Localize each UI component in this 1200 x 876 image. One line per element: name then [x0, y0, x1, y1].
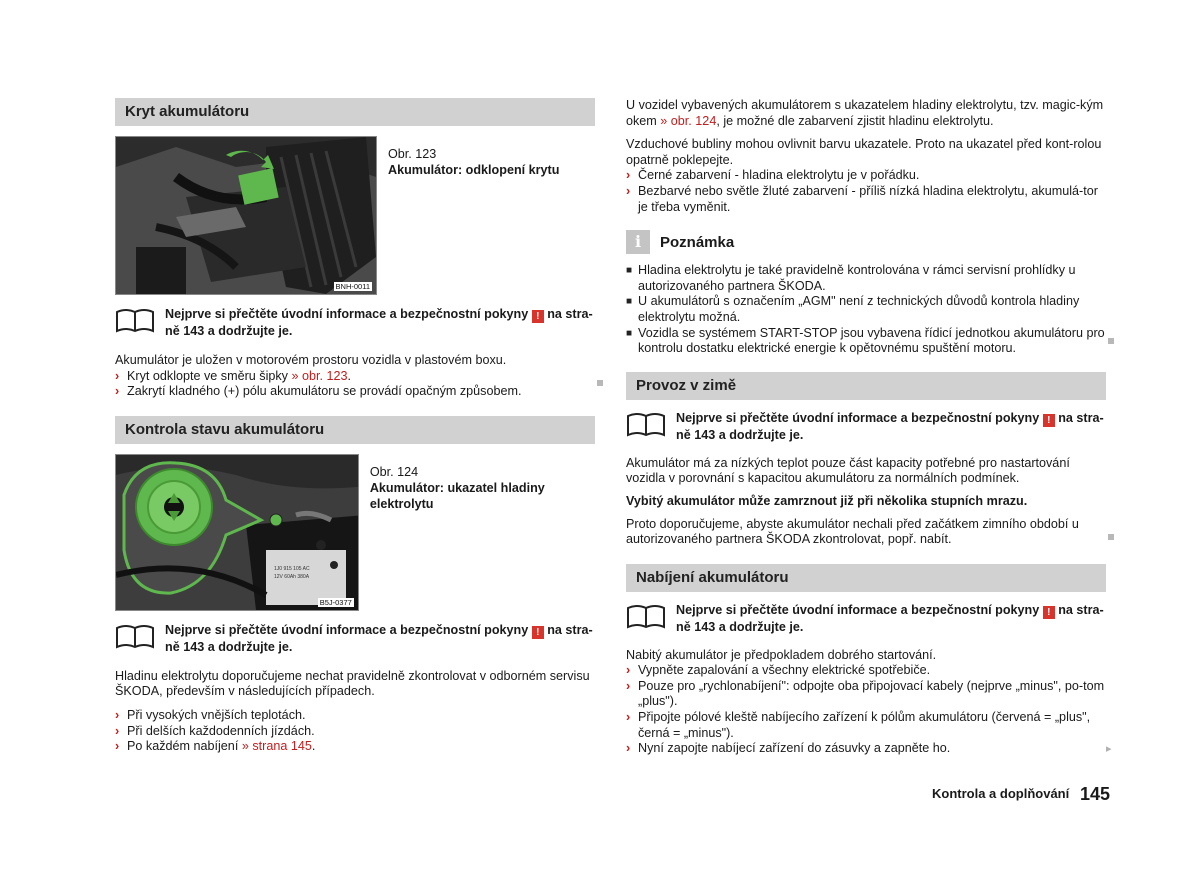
- notice-text-a: Nejprve si přečtěte úvodní informace a bezpečnostní pokyny: [676, 602, 1043, 617]
- figure-code: BNH-0011: [335, 282, 370, 291]
- notice-text-a: Nejprve si přečtěte úvodní informace a bezpečnostní pokyny: [165, 307, 532, 321]
- svg-text:12V 60Ah 380A: 12V 60Ah 380A: [274, 573, 310, 580]
- note-text: Vozidla se systémem START-STOP jsou vybavena řídicí jednotkou akumulátoru pro kontrolu dostatku elektrické energie k opětovnému spuštění motoru.: [638, 325, 1105, 356]
- figure-link[interactable]: » obr. 123: [291, 368, 348, 383]
- list-item: [115, 724, 595, 740]
- book-icon: [115, 623, 155, 649]
- paragraph: Akumulátor je uložen v motorovém prostoru vozidla v plastovém boxu.: [115, 353, 507, 367]
- chevron-icon: ›: [115, 723, 120, 738]
- list-text: Vypněte zapalování a všechny elektrické spotřebiče.: [638, 663, 931, 678]
- footer-section-title: Kontrola a doplňování: [932, 786, 1070, 801]
- figure-124-image: [115, 454, 359, 611]
- note-heading: [626, 229, 1106, 255]
- list-text: Černé zabarvení - hladina elektrolytu je v pořádku.: [638, 168, 920, 183]
- page-number: 145: [1080, 784, 1111, 804]
- bullet-icon: ■: [626, 327, 633, 339]
- notice-text: [676, 410, 1106, 443]
- chevron-icon: ›: [626, 678, 631, 693]
- note-item: [626, 326, 1106, 357]
- list-item: [626, 184, 1106, 215]
- safety-notice: [626, 602, 1106, 635]
- figure-title: Akumulátor: odklopení krytu: [388, 163, 560, 177]
- notice-text: [165, 306, 595, 339]
- note-text: Hladina elektrolytu je také pravidelně kontrolována v rámci servisní prohlídky u autorizovaného partnera ŠKODA.: [638, 263, 1076, 293]
- left-column: [115, 98, 595, 755]
- list-text: Bezbarvé nebo světle žluté zabarvení - příliš nízká hladina elektrolytu, akumulá-tor je třeba vyměnit.: [638, 183, 1098, 214]
- section-heading-charging: Nabíjení akumulátoru: [626, 564, 1106, 592]
- notice-text-b: na stra-ně 143 a dodržujte je.: [165, 307, 593, 338]
- notice-text-b: na stra-ně 143 a dodržujte je.: [165, 622, 593, 654]
- electrolyte-indicator-photo: [116, 455, 359, 610]
- bullet-icon: ■: [626, 265, 633, 277]
- section-end-mark: [597, 380, 603, 386]
- list-item: [626, 679, 1106, 710]
- chevron-icon: ›: [115, 739, 120, 754]
- warning-icon: !: [532, 310, 544, 323]
- section-end-mark: [1108, 338, 1114, 344]
- notice-text: [676, 602, 1106, 635]
- book-icon: [626, 603, 666, 629]
- chevron-icon: ›: [115, 384, 120, 399]
- notice-text-a: Nejprve si přečtěte úvodní informace a bezpečnostní pokyny: [676, 410, 1043, 425]
- safety-notice: [115, 622, 595, 655]
- figure-caption: [377, 136, 559, 295]
- list-text: Nyní zapojte nabíjecí zařízení do zásuvky a zapněte ho.: [638, 741, 951, 756]
- section-end-mark: [1108, 534, 1114, 540]
- note-title: Poznámka: [660, 233, 735, 251]
- list-item: [115, 384, 595, 400]
- list-text: Při vysokých vnějších teplotách.: [127, 707, 306, 722]
- list-text: Při delších každodenních jízdách.: [127, 723, 315, 738]
- section-heading-winter: Provoz v zimě: [626, 372, 1106, 400]
- chevron-icon: ›: [626, 183, 631, 198]
- bullet-icon: ■: [626, 296, 633, 308]
- chevron-icon: ›: [626, 168, 631, 183]
- battery-cover-photo: [116, 137, 376, 294]
- paragraph: Akumulátor má za nízkých teplot pouze část kapacity potřebné pro nastartování vozidla v porovnání s kapacitou akumulátoru za normálních podmínek.: [626, 455, 1070, 486]
- warning-icon: !: [1043, 606, 1055, 619]
- paragraph: Nabitý akumulátor je předpokladem dobrého startování.: [626, 647, 937, 662]
- section-heading-battery-check: Kontrola stavu akumulátoru: [115, 416, 595, 444]
- paragraph: [626, 98, 1106, 129]
- paragraph-bold: Vybitý akumulátor může zamrznout již při několika stupních mrazu.: [626, 493, 1028, 508]
- info-icon: i: [626, 230, 650, 254]
- chevron-icon: ›: [115, 368, 120, 383]
- warning-icon: !: [1043, 414, 1055, 427]
- chevron-icon: ›: [626, 663, 631, 678]
- note-text: U akumulátorů s označením „AGM" není z technických důvodů kontrola hladiny elektrolytu možná.: [638, 294, 1080, 324]
- list-text: Připojte pólové kleště nabíjecího zařízení k pólům akumulátoru (červená = „plus", černá = „minus").: [638, 710, 1091, 740]
- paragraph: Hladinu elektrolytu doporučujeme nechat pravidelně zkontrolovat v odborném servisu ŠKODA, především v následujících případech.: [115, 668, 590, 699]
- list-text: Pouze pro „rychlonabíjení": odpojte oba připojovací kabely (nejprve „minus", po-tom „plus").: [638, 678, 1105, 709]
- list-item: [626, 663, 1106, 679]
- figure-caption: [359, 454, 595, 611]
- list-text: Kryt odklopte ve směru šipky: [127, 368, 292, 383]
- figure-124: [115, 454, 595, 611]
- figure-number: Obr. 123: [388, 147, 437, 161]
- chevron-icon: ›: [626, 710, 631, 725]
- figure-number: Obr. 124: [369, 464, 419, 479]
- chevron-icon: ›: [626, 741, 631, 756]
- section-heading-battery-cover: Kryt akumulátoru: [115, 98, 595, 126]
- paragraph: Proto doporučujeme, abyste akumulátor nechali před začátkem zimního období u autorizovaného partnera ŠKODA zkontrolovat, popř. nabít.: [626, 516, 1079, 547]
- list-text-end: .: [347, 368, 352, 383]
- list-text: Zakrytí kladného (+) pólu akumulátoru se provádí opačným způsobem.: [127, 384, 522, 399]
- book-icon: [115, 307, 155, 333]
- list-item: [115, 369, 595, 385]
- list-text-end: .: [311, 739, 316, 754]
- page-link[interactable]: » strana 145: [241, 739, 312, 754]
- figure-123: [115, 136, 595, 295]
- list-item: [626, 710, 1106, 741]
- chevron-icon: ›: [115, 707, 120, 722]
- paragraph-text: U vozidel vybavených akumulátorem s ukazatelem hladiny elektrolytu, tzv. magic-kým okem: [626, 98, 1104, 128]
- continue-arrow-icon: ▸: [1106, 743, 1112, 755]
- safety-notice: [626, 410, 1106, 443]
- right-column: [626, 98, 1106, 757]
- notice-text-b: na stra-ně 143 a dodržujte je.: [676, 410, 1104, 442]
- list-text: Po každém nabíjení: [127, 739, 242, 754]
- figure-title: Akumulátor: ukazatel hladiny elektrolytu: [369, 480, 545, 511]
- notice-text-b: na stra-ně 143 a dodržujte je.: [676, 602, 1104, 634]
- safety-notice: [115, 306, 595, 339]
- svg-text:1J0 915 105 AC: 1J0 915 105 AC: [274, 565, 310, 572]
- list-item: [626, 741, 1106, 757]
- warning-icon: !: [532, 626, 544, 639]
- figure-123-image: [115, 136, 377, 295]
- paragraph-text-end: , je možné dle zabarvení zjistit hladinu elektrolytu.: [716, 113, 994, 128]
- list-item: [626, 168, 1106, 184]
- list-item: [115, 708, 595, 724]
- figure-code: B5J-0377: [319, 597, 352, 607]
- figure-link[interactable]: » obr. 124: [660, 113, 717, 128]
- notice-text: [165, 622, 595, 655]
- book-icon: [626, 411, 666, 437]
- paragraph: Vzduchové bubliny mohou ovlivnit barvu ukazatele. Proto na ukazatel před kont-rolou opatrně poklepejte.: [626, 137, 1102, 167]
- notice-text-a: Nejprve si přečtěte úvodní informace a bezpečnostní pokyny: [165, 622, 532, 637]
- list-item: [115, 739, 595, 755]
- note-item: [626, 263, 1106, 294]
- note-item: [626, 294, 1106, 325]
